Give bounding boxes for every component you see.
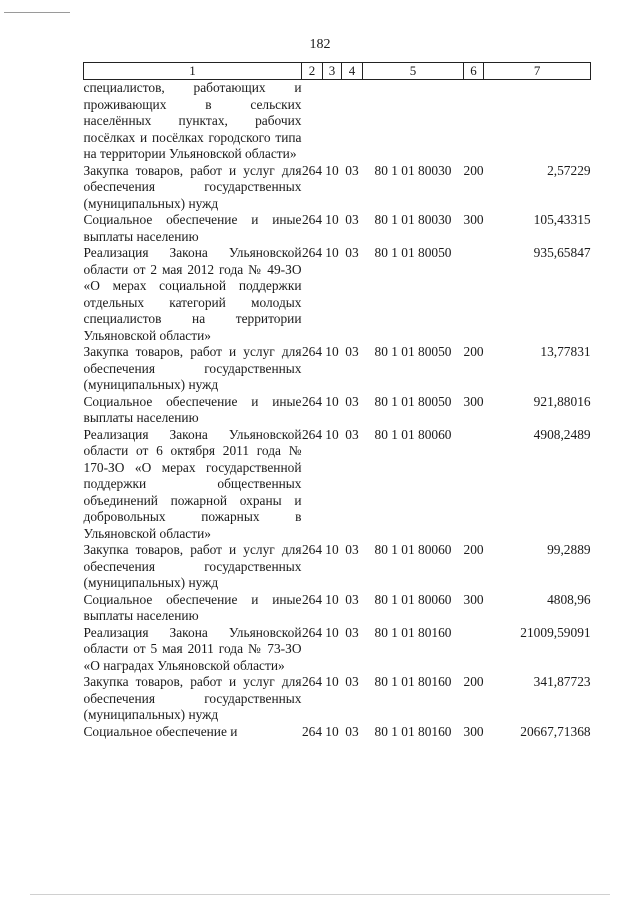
item-name: Социальное обеспечение и иные выплаты населению — [83, 393, 302, 425]
subsection-code: 03 — [345, 542, 359, 557]
expense-type-code: 300 — [463, 212, 484, 227]
scan-edge-mark — [30, 894, 610, 895]
table-row — [84, 212, 591, 245]
ministry-code: 264 — [301, 674, 323, 689]
section-code: 10 — [325, 674, 339, 689]
column-header: 1 — [84, 63, 302, 80]
target-article-code: 80 1 01 80160 — [374, 624, 452, 640]
amount: 105,43315 — [533, 212, 591, 227]
table-row — [84, 625, 591, 675]
item-name: Закупка товаров, работ и услуг для обеспечения государственных (муниципальных) нужд — [83, 674, 302, 722]
section-code: 10 — [325, 591, 339, 607]
column-header: 6 — [464, 63, 484, 80]
table-row — [84, 592, 591, 625]
expense-type-code: 200 — [463, 344, 484, 359]
amount: 4908,2489 — [533, 426, 591, 442]
section-code: 10 — [325, 542, 339, 557]
item-name: Социальное обеспечение и иные выплаты населению — [83, 591, 302, 623]
table-row — [84, 80, 591, 163]
target-article-code: 80 1 01 80050 — [374, 393, 452, 409]
ministry-code: 264 — [301, 344, 323, 359]
table-row — [84, 674, 591, 724]
item-name: Реализация Закона Ульяновской области от 2 мая 2012 года № 49-ЗО «О мерах социальной поддержки отдельных категорий молодых специалистов на территории Ульяновской области» — [83, 245, 302, 343]
column-header: 7 — [484, 63, 591, 80]
subsection-code: 03 — [345, 723, 359, 739]
amount: 4808,96 — [547, 591, 591, 607]
target-article-code: 80 1 01 80160 — [374, 674, 452, 689]
target-article-code: 80 1 01 80030 — [374, 212, 452, 227]
target-article-code — [363, 80, 464, 163]
item-name: Реализация Закона Ульяновской области от 5 мая 2011 года № 73-ЗО «О наградах Ульяновской области» — [83, 624, 302, 673]
expense-type-code: 300 — [463, 723, 484, 739]
target-article-code: 80 1 01 80060 — [374, 426, 452, 442]
table-row — [84, 724, 591, 741]
amount: 2,57229 — [547, 162, 591, 178]
expense-type-code: 200 — [463, 542, 484, 557]
item-name: Социальное обеспечение и иные выплаты населению — [83, 212, 302, 244]
section-code — [323, 80, 342, 163]
subsection-code: 03 — [345, 245, 359, 260]
table-row — [84, 542, 591, 592]
ministry-code: 264 — [301, 426, 323, 442]
item-name: Закупка товаров, работ и услуг для обеспечения государственных (муниципальных) нужд — [83, 542, 302, 590]
expense-type-code — [464, 80, 484, 163]
amount — [484, 80, 591, 163]
section-code: 10 — [325, 212, 339, 227]
section-code: 10 — [325, 426, 339, 442]
item-name: Закупка товаров, работ и услуг для обеспечения государственных (муниципальных) нужд — [83, 162, 302, 211]
section-code: 10 — [325, 393, 339, 409]
budget-table — [83, 62, 591, 740]
subsection-code: 03 — [345, 591, 359, 607]
expense-type-code: 300 — [463, 591, 484, 607]
subsection-code: 03 — [345, 393, 359, 409]
ministry-code: 264 — [301, 245, 323, 260]
target-article-code: 80 1 01 80030 — [374, 162, 452, 178]
ministry-code: 264 — [301, 723, 323, 739]
column-header: 5 — [363, 63, 464, 80]
column-header: 3 — [323, 63, 342, 80]
target-article-code: 80 1 01 80060 — [374, 542, 452, 557]
target-article-code: 80 1 01 80050 — [374, 344, 452, 359]
ministry-code: 264 — [301, 591, 323, 607]
expense-type-code: 200 — [463, 162, 484, 178]
target-article-code: 80 1 01 80060 — [374, 591, 452, 607]
target-article-code: 80 1 01 80050 — [374, 245, 452, 260]
ministry-code: 264 — [301, 393, 323, 409]
table-row — [84, 245, 591, 344]
amount: 935,65847 — [533, 245, 591, 260]
column-header: 4 — [342, 63, 363, 80]
section-code: 10 — [325, 245, 339, 260]
target-article-code: 80 1 01 80160 — [374, 723, 452, 739]
table-row — [84, 394, 591, 427]
ministry-code: 264 — [301, 212, 323, 227]
amount: 99,2889 — [547, 542, 591, 557]
item-name: специалистов, работающих и проживающих в сельских населённых пунктах, рабочих посёлках и посёлках городского типа на территории Ульяновской области» — [83, 80, 302, 161]
ministry-code: 264 — [301, 162, 323, 178]
column-header: 2 — [302, 63, 323, 80]
ministry-code: 264 — [301, 542, 323, 557]
expense-type-code: 300 — [463, 393, 484, 409]
amount: 341,87723 — [533, 674, 591, 689]
expense-type-code — [464, 625, 484, 675]
subsection-code: 03 — [345, 162, 359, 178]
item-name: Реализация Закона Ульяновской области от 6 октября 2011 года № 170-ЗО «О мерах государственной поддержки общественных объединений пожарной охраны и добровольных пожарных в Ульяновской области» — [83, 426, 302, 541]
ministry-code — [302, 80, 323, 163]
table-row — [84, 163, 591, 213]
section-code: 10 — [325, 723, 339, 739]
amount: 921,88016 — [533, 393, 591, 409]
expense-type-code — [464, 427, 484, 543]
subsection-code: 03 — [345, 426, 359, 442]
table-row — [84, 427, 591, 543]
table-body — [84, 80, 591, 741]
expense-type-code — [464, 245, 484, 344]
header-row — [84, 63, 591, 80]
amount: 13,77831 — [540, 344, 591, 359]
item-name: Закупка товаров, работ и услуг для обеспечения государственных (муниципальных) нужд — [83, 344, 302, 392]
subsection-code: 03 — [345, 212, 359, 227]
amount: 20667,71368 — [520, 723, 591, 739]
subsection-code: 03 — [345, 624, 359, 640]
subsection-code: 03 — [345, 674, 359, 689]
section-code: 10 — [325, 344, 339, 359]
page-number: 182 — [309, 37, 331, 52]
section-code: 10 — [325, 624, 339, 640]
amount: 21009,59091 — [520, 624, 591, 640]
subsection-code: 03 — [345, 344, 359, 359]
item-name: Социальное обеспечение и — [83, 723, 238, 739]
expense-type-code: 200 — [463, 674, 484, 689]
scan-edge-mark — [4, 12, 70, 13]
subsection-code — [342, 80, 363, 163]
ministry-code: 264 — [301, 624, 323, 640]
table-row — [84, 344, 591, 394]
section-code: 10 — [325, 162, 339, 178]
